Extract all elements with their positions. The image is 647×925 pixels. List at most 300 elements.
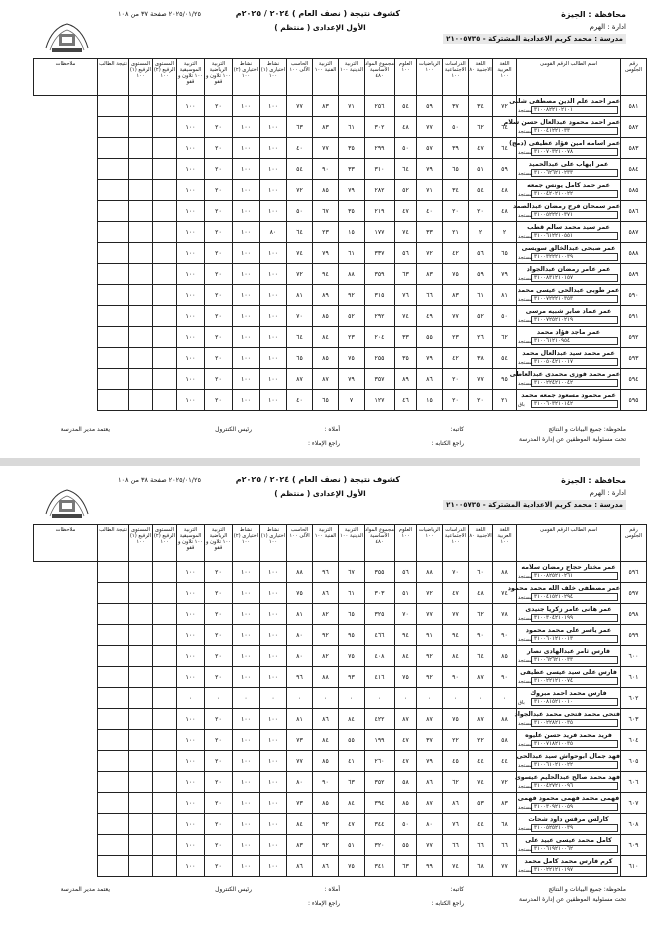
sheet-header	[0, 466, 640, 524]
student-name: عمر محمد سيد عبدالعال محمد	[522, 350, 615, 357]
grade-cell: ١٠٠	[260, 348, 287, 369]
grade-cell: ٤٨	[493, 180, 517, 201]
grade-cell: ١٥	[339, 222, 365, 243]
grade-cell: ٢٠	[205, 583, 233, 604]
grade-cell	[129, 369, 153, 390]
seat-number-cell: ٥٩٦	[621, 562, 647, 583]
grade-cell: ٨٧	[287, 369, 313, 390]
seat-number-cell: ٦٠٥	[621, 751, 647, 772]
grade-cell: ١٠٠	[233, 201, 260, 222]
grade-cell: ٩٤	[443, 625, 469, 646]
grade-cell	[153, 369, 177, 390]
grade-cell: ١٠٠	[260, 243, 287, 264]
column-header: نتيجة الطالب	[98, 525, 129, 562]
grade-cell: ٧٩	[339, 369, 365, 390]
grade-cell	[129, 604, 153, 625]
grade-cell: ٦٧	[313, 201, 339, 222]
student-name-cell	[509, 138, 621, 159]
grade-cell: ٢٢	[443, 730, 469, 751]
grade-cell: ١٠٠	[233, 667, 260, 688]
column-header: التربية الفنية ١٠٠	[313, 525, 339, 562]
grade-cell: ٢٥٥	[365, 348, 395, 369]
grade-cell: ١٠٠	[260, 772, 287, 793]
grade-cell: ٥٢	[395, 180, 417, 201]
column-header: التربية الموسيقية ١٠٠ تلاون و ققو	[177, 59, 205, 96]
grade-cell: ٨٢	[313, 646, 339, 667]
notes-cell	[98, 730, 129, 751]
seat-number-cell: ٥٩١	[621, 306, 647, 327]
grade-cell: ١٠٠	[260, 306, 287, 327]
student-name: فارس ثامر عبدالهادى نصار	[526, 648, 611, 655]
grade-cell: ٤٠	[287, 390, 313, 411]
grade-cell: ٢٠	[443, 369, 469, 390]
enrollment-status: مستجد	[518, 150, 533, 156]
student-name-cell	[512, 201, 621, 222]
student-name: عمر احمد علم الدين مصطفى شلبى	[509, 98, 620, 105]
grade-cell: ٩٥	[339, 625, 365, 646]
grade-cell: ٤٧	[469, 138, 493, 159]
grade-cell: ١٠٠	[233, 222, 260, 243]
grade-cell: ٦٤	[395, 159, 417, 180]
grade-cell: ١٠٠	[177, 201, 205, 222]
grade-cell: ٦٢	[469, 117, 493, 138]
grade-cell: ٢٥٦	[365, 96, 395, 117]
grade-cell	[129, 562, 153, 583]
enrollment-status: مستجد	[518, 276, 533, 282]
notes-cell	[98, 138, 129, 159]
column-header: نتيجة الطالب	[98, 59, 129, 96]
grade-cell	[153, 390, 177, 411]
notes-cell	[98, 688, 129, 709]
grade-cell: ٨٥	[313, 793, 339, 814]
enrollment-status: مستجد	[518, 595, 533, 601]
notes-cell	[98, 327, 129, 348]
grade-cell: ٩٥	[493, 369, 517, 390]
grade-cell: ٨٧	[395, 709, 417, 730]
grade-cell: ٤٨	[395, 117, 417, 138]
student-name-cell	[517, 604, 621, 625]
administration-label: ادارة : الهرم	[589, 489, 626, 497]
grade-cell: ٣٩٤	[365, 793, 395, 814]
grade-cell: ٨١	[287, 604, 313, 625]
grade-cell: ٦٨	[469, 856, 493, 877]
column-header: اسم الطالب الرقم القومى	[517, 59, 621, 96]
grade-cell: ٨٥	[313, 751, 339, 772]
grade-cell: ٠	[395, 688, 417, 709]
grade-cell: ٨٥	[395, 793, 417, 814]
grade-cell: ٢٠	[205, 180, 233, 201]
grade-cell: ٩٣	[339, 667, 365, 688]
column-header: التربية الدينية ١٠٠	[339, 59, 365, 96]
grade-cell: ٤٩	[417, 306, 443, 327]
grade-cell	[129, 285, 153, 306]
grade-cell: ١٠٠	[233, 348, 260, 369]
grade-cell: ٧٥	[339, 348, 365, 369]
grade-cell: ٩٠	[493, 625, 517, 646]
governorate-label: محافظة : الجيزة	[561, 10, 626, 19]
seat-number-cell: ٦٠٣	[621, 709, 647, 730]
notes-cell	[98, 562, 129, 583]
column-header: التربية الدينية ١٠٠	[339, 525, 365, 562]
grade-cell	[129, 688, 153, 709]
grade-cell: ١٠٠	[177, 369, 205, 390]
notes-cell	[98, 180, 129, 201]
grade-cell: ٧٩	[339, 180, 365, 201]
enrollment-status: مستجد	[518, 213, 533, 219]
grade-cell: ١٠٠	[233, 369, 260, 390]
grade-cell: ٢٠	[443, 390, 469, 411]
grade-cell: ٤٧	[395, 201, 417, 222]
column-header: اللغة العربية ١٠٠	[493, 59, 517, 96]
grade-cell: ١٠٠	[260, 180, 287, 201]
grade-cell: ٠	[365, 688, 395, 709]
grade-cell: ٦٥	[287, 348, 313, 369]
grade-cell: ١٠٠	[260, 264, 287, 285]
grade-cell: ٠	[339, 688, 365, 709]
national-id: ٣١٠٠٤١٢٢١٠٣٣	[531, 127, 618, 135]
grade-cell: ١٠٠	[177, 625, 205, 646]
table-row	[34, 646, 647, 667]
notes-cell	[98, 793, 129, 814]
notes-cell	[98, 348, 129, 369]
grade-cell: ٣٢٥	[365, 604, 395, 625]
grade-cell: ٨٨	[287, 562, 313, 583]
grade-cell: ٥٥	[339, 730, 365, 751]
footer-note-2: تحت مسئولية الموظفين عن إدارة المدرسة	[518, 896, 626, 903]
grade-cell: ٣١٠	[365, 159, 395, 180]
enrollment-status: مستجد	[518, 574, 533, 580]
column-header: الرياضيات ١٠٠	[417, 59, 443, 96]
sheet-footer	[0, 880, 640, 920]
grade-cell: ٦٤	[493, 117, 517, 138]
student-name: كرم فارس محمد كامل محمد	[524, 858, 613, 865]
table-row	[34, 751, 647, 772]
table-row	[34, 730, 647, 751]
grade-cell	[129, 772, 153, 793]
grade-cell: ٢١٩	[365, 201, 395, 222]
grade-cell: ٦٣	[339, 772, 365, 793]
grade-cell: ١٠٠	[260, 583, 287, 604]
grade-cell: ٢٠	[205, 222, 233, 243]
grade-cell: ٩٠	[443, 667, 469, 688]
sheet-subtitle: الأول الإعدادى ( منتظم )	[274, 23, 366, 32]
grade-cell: ١٠٠	[177, 348, 205, 369]
grade-cell: ٢٠	[205, 709, 233, 730]
seat-number-cell: ٥٩٣	[621, 348, 647, 369]
grade-cell: ١٠٠	[177, 856, 205, 877]
grade-cell: ٢٠	[205, 562, 233, 583]
student-name-cell	[514, 709, 621, 730]
grade-cell: ٥٤	[287, 159, 313, 180]
grade-cell	[153, 327, 177, 348]
print-date-page-number: ٢٠٢٥/٠١/٢٥ صفحة ٣٨ من ١٠٨	[118, 476, 201, 484]
grade-cell: ٢٠	[205, 327, 233, 348]
student-name-cell	[517, 306, 621, 327]
grade-cell: ١٠٠	[177, 159, 205, 180]
notes-cell	[98, 667, 129, 688]
table-row	[34, 222, 647, 243]
dictation-reviewer-label: راجع الإملاء :	[307, 900, 340, 907]
grade-cell	[153, 730, 177, 751]
grade-cell	[129, 390, 153, 411]
seat-number-cell: ٥٨٨	[621, 243, 647, 264]
grade-cell: ٧٨	[493, 604, 517, 625]
grade-cell: ٩٦	[287, 667, 313, 688]
grade-cell: ٧٠	[395, 604, 417, 625]
seat-number-cell: ٦٠٠	[621, 646, 647, 667]
grade-cell: ٧٥	[443, 264, 469, 285]
seat-number-cell: ٥٨٩	[621, 264, 647, 285]
notes-cell	[98, 306, 129, 327]
grade-cell: ١٠٠	[233, 646, 260, 667]
grade-cell: ٩٢	[339, 285, 365, 306]
grade-cell: ١٠٠	[177, 138, 205, 159]
column-header: اسم الطالب الرقم القومى	[517, 525, 621, 562]
grade-cell: ١٠٠	[233, 180, 260, 201]
grade-cell	[153, 793, 177, 814]
notes-cell	[98, 159, 129, 180]
grade-cell: ٥١	[395, 583, 417, 604]
seat-number-cell: ٥٨٣	[621, 138, 647, 159]
grade-cell: ٢٠	[205, 348, 233, 369]
sheet-subtitle: الأول الإعدادى ( منتظم )	[274, 489, 366, 498]
enrollment-status: مستجد	[518, 742, 533, 748]
grade-cell: ٤٢	[443, 243, 469, 264]
grade-cell	[153, 814, 177, 835]
grade-cell	[153, 264, 177, 285]
national-id: ٣١٠٠٧٢٢٢١٠٣٥٣	[531, 295, 618, 303]
grade-cell: ٨٠	[260, 222, 287, 243]
grade-cell: ٩٢	[313, 625, 339, 646]
enrollment-status: مستجد	[518, 784, 533, 790]
footer-note-1: ملحوظة: جميع البيانات و النتائج	[548, 426, 626, 433]
grade-cell	[153, 96, 177, 117]
table-header-row	[34, 59, 647, 96]
grade-cell: ٩٩	[417, 856, 443, 877]
grade-cell: ١٠٠	[233, 709, 260, 730]
grade-cell: ٤٧	[395, 751, 417, 772]
student-name: عمر طوبى عبدالحى عيسى محمد	[517, 287, 620, 294]
table-row	[34, 264, 647, 285]
grade-cell: ١٠٠	[177, 390, 205, 411]
enrollment-status: مستجد	[518, 234, 533, 240]
grade-cell	[153, 180, 177, 201]
seat-number-cell: ٥٩٥	[621, 390, 647, 411]
grade-cell: ٠	[177, 688, 205, 709]
seat-number-cell: ٦٠٧	[621, 793, 647, 814]
grade-cell: ٦٦	[417, 285, 443, 306]
dictation-label: أملاه :	[324, 426, 340, 433]
grade-cell: ١٠٠	[260, 751, 287, 772]
grade-cell: ٤٢٢	[365, 709, 395, 730]
grade-cell: ٢٠	[469, 390, 493, 411]
writer-reviewer-label: راجع الكتابه :	[431, 900, 464, 907]
student-name: كارلس مرقس داود شحات	[528, 816, 609, 823]
grade-cell: ١٠٠	[233, 625, 260, 646]
grade-cell: ٨٧	[417, 793, 443, 814]
grade-cell: ٧٥	[395, 667, 417, 688]
grade-cell: ١٢٧	[365, 390, 395, 411]
grade-cell: ١٠٠	[233, 814, 260, 835]
grade-cell: ٥٥	[417, 327, 443, 348]
enrollment-status: مستجد	[518, 360, 533, 366]
grade-cell: ٥٢	[339, 306, 365, 327]
grade-cell: ٢٠	[205, 604, 233, 625]
grade-cell	[153, 562, 177, 583]
school-director-label: يعتمد مدير المدرسة	[60, 886, 110, 893]
grade-cell	[153, 688, 177, 709]
notes-cell	[98, 709, 129, 730]
grade-cell: ٣٧	[417, 730, 443, 751]
column-header: ملاحظات	[34, 525, 98, 562]
grade-cell	[153, 709, 177, 730]
national-id: ٣١٠٠٨٣١٢١٠١٥٧	[531, 274, 618, 282]
administration-label: ادارة : الهرم	[589, 23, 626, 31]
grade-cell: ٦١	[339, 117, 365, 138]
grade-cell: ٩١	[417, 625, 443, 646]
grade-cell: ٣٤١	[365, 856, 395, 877]
sheet-title: كشوف نتيجة ( نصف العام ) ٢٠٢٤ / ٢٠٢٥م	[235, 475, 400, 484]
grade-cell: ٦٥	[313, 390, 339, 411]
grade-cell: ١٥	[417, 390, 443, 411]
student-name-cell	[517, 222, 621, 243]
results-sheet-page-2	[0, 466, 643, 925]
grade-cell: ٧٩	[417, 751, 443, 772]
grade-cell: ٢١	[443, 222, 469, 243]
grade-cell: ٥٧	[417, 138, 443, 159]
grade-cell: ٢٩٢	[365, 306, 395, 327]
seat-number-cell: ٦٠٨	[621, 814, 647, 835]
grade-cell: ٧٧	[493, 856, 517, 877]
grade-cell: ٨٦	[313, 709, 339, 730]
column-header: الحاسب الآلى ١٠٠	[287, 525, 313, 562]
grade-cell: ٥٩	[469, 264, 493, 285]
table-row	[34, 667, 647, 688]
grade-cell: ٨٦	[443, 793, 469, 814]
table-row	[34, 856, 647, 877]
student-name: عمر عامر رمضان عبدالجواد	[526, 266, 611, 273]
grade-cell	[129, 243, 153, 264]
student-name: عمر مصطفى خلف الله محمد محمود	[507, 585, 620, 592]
grade-cell: ٣٤	[443, 180, 469, 201]
student-name: عمر صبحى عبدالخالق سويسى	[521, 245, 616, 252]
national-id: ٣١٠٠٦١٢١٠٩٥٤	[531, 337, 618, 345]
grade-cell: ٢٠	[205, 751, 233, 772]
grade-cell: ١٠٠	[177, 835, 205, 856]
grade-cell: ٦٧	[339, 562, 365, 583]
grade-cell: ١٧٧	[365, 222, 395, 243]
dictation-label: أملاه :	[324, 886, 340, 893]
grade-cell: ٨٣	[443, 285, 469, 306]
column-header: المستوى الرفيع (١) ١٠٠	[129, 59, 153, 96]
grade-cell: ٨٠	[287, 646, 313, 667]
enrollment-status: مستجد	[518, 679, 533, 685]
grade-cell: ٥١	[469, 159, 493, 180]
table-row	[34, 369, 647, 390]
grade-cell: ٦٥	[443, 159, 469, 180]
grade-cell: ٠	[205, 688, 233, 709]
grade-cell: ١٠٠	[233, 117, 260, 138]
grade-cell: ٤٧	[339, 814, 365, 835]
enrollment-status: مستجد	[518, 826, 533, 832]
grade-cell: ٨٧	[469, 709, 493, 730]
grade-cell	[129, 625, 153, 646]
student-name: عمر مختار حجاج رمضان سلامه	[521, 564, 616, 571]
column-header: الدراسات الاجتماعية ١٠٠	[443, 59, 469, 96]
column-header: الحاسب الآلى ١٠٠	[287, 59, 313, 96]
national-id: ٣١٠٠٨٢٢١٠٢١٠١	[531, 106, 618, 114]
student-name-cell	[517, 562, 621, 583]
grade-cell: ١٠٠	[177, 667, 205, 688]
grade-cell: ٤٠	[287, 138, 313, 159]
enrollment-status: مستجد	[518, 868, 533, 874]
grade-cell: ٤٨	[469, 583, 493, 604]
student-name: عمر اسامه امين فؤاد عطيفى (دمج)	[509, 140, 620, 147]
enrollment-status: مستجد	[518, 805, 533, 811]
grade-cell: ٢٠	[205, 201, 233, 222]
student-name-cell	[509, 369, 621, 390]
grade-cell: ٣١٥	[365, 285, 395, 306]
grade-cell: ٧٩	[417, 348, 443, 369]
column-header: التربية الرياضية ١٠٠ تلاون و ققو	[205, 59, 233, 96]
grade-cell	[129, 646, 153, 667]
grade-cell: ٣٨	[469, 348, 493, 369]
grade-cell: ٥٣	[469, 793, 493, 814]
grade-cell: ٨٤	[313, 730, 339, 751]
grade-cell: ١٠٠	[260, 814, 287, 835]
grade-cell: ١٠٠	[260, 856, 287, 877]
column-header: العلوم ١٠٠	[395, 59, 417, 96]
grade-cell	[153, 243, 177, 264]
grade-cell: ١٠٠	[260, 327, 287, 348]
enrollment-status: مستجد	[518, 108, 533, 114]
student-name: عمر سيد محمد سالم قطب	[527, 224, 610, 231]
national-id: ٣١٠٠٦٠١٢١٠٠١٣	[531, 635, 618, 643]
national-id: ٣١٠٠٦٠٣٢١٠١٤٢	[531, 400, 618, 408]
grade-cell: ١٠٠	[233, 285, 260, 306]
table-row	[34, 243, 647, 264]
grade-cell: ٧٢	[417, 243, 443, 264]
grade-cell: ١٠٠	[177, 285, 205, 306]
grade-cell: ٦٠	[469, 562, 493, 583]
enrollment-status: مستجد	[518, 192, 533, 198]
grade-cell: ٦٢	[493, 327, 517, 348]
student-name: فهد محمد صالح عبدالحليم عيسوى	[515, 774, 620, 781]
ministry-logo-icon	[42, 484, 92, 522]
grade-cell	[129, 222, 153, 243]
student-name: عمر محمد فوزى محمدى عبدالعاطى	[509, 371, 620, 378]
seat-number-cell: ٥٩٢	[621, 327, 647, 348]
grade-cell	[129, 159, 153, 180]
grade-cell: ٢٠	[469, 201, 493, 222]
student-name-cell	[517, 390, 621, 411]
grade-cell: ٧٧	[313, 138, 339, 159]
grade-cell: ٥٥	[395, 835, 417, 856]
grade-cell: ١٠٠	[260, 138, 287, 159]
grade-cell: ٨٦	[417, 772, 443, 793]
grade-cell: ١٠٠	[260, 835, 287, 856]
national-id: ٣١٠٠٨١٥٢١٠٠١٠	[531, 698, 618, 706]
student-name: عمر ايهاب على عبدالحميد	[528, 161, 609, 168]
notes-cell	[98, 856, 129, 877]
column-header: المستوى الرفيع (١) ١٠٠	[129, 525, 153, 562]
grade-cell: ١٠٠	[260, 646, 287, 667]
grade-cell: ١٠٠	[177, 96, 205, 117]
seat-number-cell: ٥٩٠	[621, 285, 647, 306]
grade-cell: ٢٨٢	[365, 180, 395, 201]
grade-cell	[153, 348, 177, 369]
student-name-cell	[517, 772, 621, 793]
